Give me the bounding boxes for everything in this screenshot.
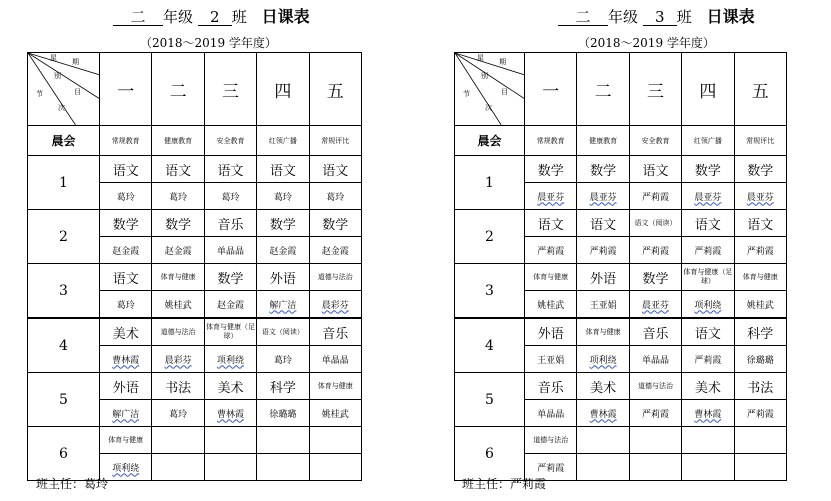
subject-cell: 数学 <box>682 156 734 183</box>
teacher-cell: 严莉霞 <box>629 237 681 264</box>
teacher-cell: 严莉霞 <box>682 237 734 264</box>
subject-cell: 语文 <box>734 210 786 237</box>
period-subject-row <box>455 264 787 291</box>
morning-item: 健康教育 <box>577 126 629 156</box>
subject-cell: 美术 <box>577 373 629 400</box>
subject-cell: 美术 <box>204 373 256 400</box>
corner-label-top2: 期 <box>72 58 79 66</box>
subject-cell: 数学 <box>577 156 629 183</box>
teacher-cell: 姚桂武 <box>734 291 786 319</box>
subject-cell: 语文 <box>204 156 256 183</box>
subject-cell: 语文 <box>682 210 734 237</box>
right-head-teacher: 严莉霞 <box>510 477 547 491</box>
teacher-cell: 葛玲 <box>204 183 256 210</box>
subject-cell: 语文 <box>525 210 577 237</box>
period-subject-row <box>455 210 787 237</box>
subject-cell: 科学 <box>257 373 309 400</box>
corner-diagonal-lines <box>455 53 525 125</box>
period-subject-row <box>28 373 362 400</box>
subject-cell: 体育与健康 <box>577 318 629 346</box>
period-number: 4 <box>455 318 525 373</box>
right-timetable <box>454 52 787 481</box>
teacher-cell: 晨亚芬 <box>682 183 734 210</box>
day-header-1: 一 <box>525 53 577 126</box>
morning-item: 常规教育 <box>525 126 577 156</box>
subject-cell: 数学 <box>204 264 256 291</box>
teacher-cell: 葛玲 <box>152 400 204 427</box>
left-title-main: 日课表 <box>261 7 310 26</box>
teacher-cell: 严莉霞 <box>525 237 577 264</box>
teacher-cell: 单晶晶 <box>309 346 361 373</box>
subject-cell: 语文 <box>257 156 309 183</box>
subject-cell: 语文 <box>629 156 681 183</box>
morning-item: 红领广播 <box>257 126 309 156</box>
subject-cell: 音乐 <box>629 318 681 346</box>
subject-cell: 数学 <box>100 210 152 237</box>
morning-label: 晨会 <box>28 126 100 156</box>
corner-header-cell <box>455 53 525 126</box>
morning-label: 晨会 <box>455 126 525 156</box>
morning-item: 安全教育 <box>629 126 681 156</box>
subject-cell <box>204 427 256 454</box>
subject-cell <box>309 427 361 454</box>
subject-cell: 道德与法治 <box>309 264 361 291</box>
period-number: 5 <box>28 373 100 427</box>
teacher-cell: 解广洁 <box>257 291 309 319</box>
subject-cell <box>152 427 204 454</box>
subject-cell: 道德与法治 <box>152 318 204 346</box>
teacher-cell: 严莉霞 <box>734 237 786 264</box>
period-subject-row <box>28 210 362 237</box>
teacher-cell: 葛玲 <box>100 183 152 210</box>
teacher-cell: 单晶晶 <box>629 346 681 373</box>
morning-item: 常规评比 <box>309 126 361 156</box>
period-number: 1 <box>28 156 100 210</box>
teacher-cell: 赵金霞 <box>100 237 152 264</box>
teacher-cell <box>309 454 361 481</box>
subject-cell: 语文（阅读） <box>257 318 309 346</box>
subject-cell: 外语 <box>257 264 309 291</box>
teacher-cell: 姚桂武 <box>152 291 204 319</box>
subject-cell: 数学 <box>629 264 681 291</box>
left-footer <box>36 475 108 492</box>
corner-label-left: 节 <box>463 90 470 98</box>
teacher-cell <box>682 454 734 481</box>
teacher-cell: 葛玲 <box>257 183 309 210</box>
teacher-cell: 赵金霞 <box>204 291 256 319</box>
day-header-5: 五 <box>734 53 786 126</box>
teacher-cell: 晨彩芬 <box>152 346 204 373</box>
right-title-main: 日课表 <box>706 7 755 26</box>
teacher-cell: 葛玲 <box>257 346 309 373</box>
subject-cell: 体育与健康 <box>309 373 361 400</box>
corner-label-top1: 星 <box>477 54 484 62</box>
teacher-cell: 晨亚芬 <box>629 291 681 319</box>
subject-cell: 音乐 <box>309 318 361 346</box>
teacher-cell: 赵金霞 <box>152 237 204 264</box>
teacher-cell: 解广洁 <box>100 400 152 427</box>
morning-item: 安全教育 <box>204 126 256 156</box>
corner-label-top1: 星 <box>50 54 57 62</box>
subject-cell: 美术 <box>100 318 152 346</box>
teacher-cell: 严莉霞 <box>734 400 786 427</box>
period-subject-row <box>28 318 362 346</box>
period-number: 1 <box>455 156 525 210</box>
subject-cell: 书法 <box>152 373 204 400</box>
corner-header-cell <box>28 53 100 126</box>
corner-label-top2: 期 <box>499 58 506 66</box>
subject-cell: 语文 <box>682 318 734 346</box>
day-header-2: 二 <box>152 53 204 126</box>
morning-item: 健康教育 <box>152 126 204 156</box>
day-header-1: 一 <box>100 53 152 126</box>
subject-cell <box>734 427 786 454</box>
left-timetable <box>27 52 362 481</box>
left-head-teacher: 葛玲 <box>84 477 109 491</box>
subject-cell: 体育与健康 <box>100 427 152 454</box>
right-class-no: 3 <box>643 9 677 26</box>
day-header-5: 五 <box>309 53 361 126</box>
period-number: 5 <box>455 373 525 427</box>
teacher-cell <box>629 454 681 481</box>
subject-cell: 音乐 <box>204 210 256 237</box>
period-subject-row <box>455 318 787 346</box>
teacher-cell <box>577 454 629 481</box>
subject-cell: 外语 <box>100 373 152 400</box>
subject-cell: 语文 <box>100 156 152 183</box>
left-year: （2018～2019 学年度） <box>140 36 277 50</box>
teacher-cell: 单晶晶 <box>525 400 577 427</box>
teacher-cell: 曹林霞 <box>682 400 734 427</box>
day-header-2: 二 <box>577 53 629 126</box>
left-class-no: 2 <box>198 9 232 26</box>
teacher-cell <box>257 454 309 481</box>
period-subject-row <box>455 156 787 183</box>
right-class-word: 班 <box>676 8 692 26</box>
period-number: 6 <box>455 427 525 481</box>
period-number: 2 <box>455 210 525 264</box>
subject-cell: 语文 <box>152 156 204 183</box>
teacher-cell: 葛玲 <box>100 291 152 319</box>
subject-cell: 科学 <box>734 318 786 346</box>
period-number: 6 <box>28 427 100 481</box>
teacher-cell: 晨亚芬 <box>734 183 786 210</box>
teacher-cell: 晨亚芬 <box>577 183 629 210</box>
teacher-cell: 徐璐璐 <box>257 400 309 427</box>
subject-cell: 外语 <box>577 264 629 291</box>
subject-cell: 语文（阅读） <box>629 210 681 237</box>
teacher-cell: 曹林霞 <box>204 400 256 427</box>
teacher-cell: 葛玲 <box>152 183 204 210</box>
day-header-4: 四 <box>682 53 734 126</box>
teacher-cell <box>734 454 786 481</box>
right-grade-word: 年级 <box>608 8 639 26</box>
teacher-cell: 晨彩芬 <box>309 291 361 319</box>
teacher-cell: 葛玲 <box>309 183 361 210</box>
teacher-cell: 赵金霞 <box>257 237 309 264</box>
teacher-cell: 严莉霞 <box>577 237 629 264</box>
day-header-3: 三 <box>204 53 256 126</box>
subject-cell: 道德与法治 <box>629 373 681 400</box>
period-subject-row <box>28 156 362 183</box>
corner-diagonal-lines <box>28 53 100 125</box>
teacher-cell: 严莉霞 <box>629 400 681 427</box>
day-header-4: 四 <box>257 53 309 126</box>
left-title <box>113 4 310 27</box>
subject-cell: 数学 <box>257 210 309 237</box>
period-subject-row <box>455 427 787 454</box>
corner-label-left: 节 <box>36 90 43 98</box>
period-number: 2 <box>28 210 100 264</box>
subject-cell <box>629 427 681 454</box>
subject-cell: 语文 <box>100 264 152 291</box>
left-class-word: 班 <box>231 8 247 26</box>
day-header-3: 三 <box>629 53 681 126</box>
left-footer-label: 班主任： <box>36 477 85 491</box>
teacher-cell: 项利绕 <box>682 291 734 319</box>
right-grade: 二 <box>558 9 608 26</box>
period-number: 3 <box>455 264 525 319</box>
teacher-cell: 王亚娟 <box>577 291 629 319</box>
teacher-cell: 曹林霞 <box>577 400 629 427</box>
teacher-cell: 王亚娟 <box>525 346 577 373</box>
period-subject-row <box>28 427 362 454</box>
subject-cell: 数学 <box>525 156 577 183</box>
subject-cell: 数学 <box>152 210 204 237</box>
period-number: 4 <box>28 318 100 373</box>
right-footer <box>462 475 546 492</box>
teacher-cell: 赵金霞 <box>309 237 361 264</box>
subject-cell <box>682 427 734 454</box>
morning-item: 常规教育 <box>100 126 152 156</box>
teacher-cell: 严莉霞 <box>629 183 681 210</box>
right-title <box>558 4 755 27</box>
teacher-cell: 单晶晶 <box>204 237 256 264</box>
subject-cell <box>257 427 309 454</box>
subject-cell: 体育与健康 <box>734 264 786 291</box>
teacher-cell: 曹林霞 <box>100 346 152 373</box>
morning-item: 常规评比 <box>734 126 786 156</box>
corner-label-mid: 别 <box>54 72 61 80</box>
teacher-cell: 严莉霞 <box>682 346 734 373</box>
subject-cell: 体育与健康 <box>525 264 577 291</box>
subject-cell: 体育与健康（足球） <box>682 264 734 291</box>
subject-cell: 语文 <box>309 156 361 183</box>
teacher-cell: 项利绕 <box>204 346 256 373</box>
subject-cell: 美术 <box>682 373 734 400</box>
teacher-cell: 姚桂武 <box>309 400 361 427</box>
period-subject-row <box>28 264 362 291</box>
corner-label-bottom: 次 <box>58 104 65 112</box>
teacher-cell <box>204 454 256 481</box>
corner-label-mid: 别 <box>481 72 488 80</box>
morning-item: 红领广播 <box>682 126 734 156</box>
subject-cell: 书法 <box>734 373 786 400</box>
period-number: 3 <box>28 264 100 319</box>
subject-cell: 语文 <box>577 210 629 237</box>
teacher-cell: 姚桂武 <box>525 291 577 319</box>
left-grade: 二 <box>113 9 163 26</box>
subject-cell: 数学 <box>309 210 361 237</box>
subject-cell: 道德与法治 <box>525 427 577 454</box>
corner-label-right: 目 <box>501 88 508 96</box>
subject-cell <box>577 427 629 454</box>
teacher-cell: 项利绕 <box>100 454 152 481</box>
teacher-cell: 项利绕 <box>577 346 629 373</box>
corner-label-bottom: 次 <box>485 104 492 112</box>
corner-label-right: 目 <box>74 88 81 96</box>
teacher-cell: 徐璐璐 <box>734 346 786 373</box>
subject-cell: 数学 <box>734 156 786 183</box>
teacher-cell: 严莉霞 <box>525 454 577 481</box>
right-year: （2018～2019 学年度） <box>578 36 715 50</box>
right-footer-label: 班主任： <box>462 477 511 491</box>
teacher-cell <box>152 454 204 481</box>
subject-cell: 体育与健康 <box>152 264 204 291</box>
left-grade-word: 年级 <box>163 8 194 26</box>
period-subject-row <box>455 373 787 400</box>
teacher-cell: 晨亚芬 <box>525 183 577 210</box>
subject-cell: 音乐 <box>525 373 577 400</box>
subject-cell: 体育与健康（足球） <box>204 318 256 346</box>
subject-cell: 外语 <box>525 318 577 346</box>
